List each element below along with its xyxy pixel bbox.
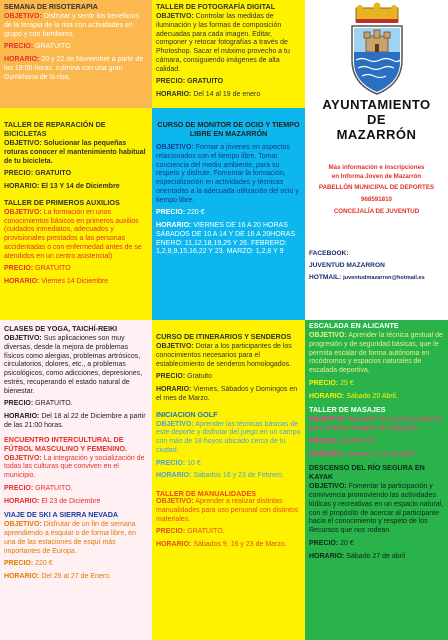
ayuntamiento-line1: AYUNTAMIENTO [322,97,431,112]
monitor-precio-label: PRECIO: [156,209,186,217]
golf-precio-label: PRECIO: [156,459,186,467]
facebook-label: FACEBOOK: [309,250,349,257]
kayak-objetivo: Fomentar la participación y convivencia promoviendo las actividades lúdicas y recreativas en un espacio natural, con el propósito de acercar al participante hacia el conocimiento y respeto de los Recursos que nos rodean. [309,483,444,534]
futbol-title: ENCUENTRO INTERCULTURAL DE FÚTBOL MASCULINO Y FEMENINO. [4,434,127,453]
itinerarios-precio: Gratuito [187,373,213,381]
golf-title: INICIACION GOLF [156,409,218,419]
bicicletas-horario: El 13 Y 14 de Diciembre [41,183,120,190]
masajes-precio: GRATUITO [340,437,376,445]
nevada-horario-label: HORARIO: [4,573,40,580]
masajes-objetivo: Aprender las técnicas básicas para realizar masajes de relajación. [309,416,442,432]
kayak-horario: Sábado 27 de abril [346,552,406,560]
kayak-objetivo-label: OBJETIVO: [309,483,347,491]
info-phone: 968591810 [361,196,392,204]
futbol-objetivo: La integración y socialización de todas las culturas que conviven en el municipio. [4,454,145,479]
fotografia-horario: Del 14 al 19 de enero [193,91,261,98]
golf-horario: Sábados 16 y 23 de Febrero. [193,472,285,480]
risoterapia-horario: 20 y 22 de Noviembre a partir de las 19:00 horas. culmina con una gran Gymkhana de la risa. [4,56,144,81]
futbol-horario-label: HORARIO: [4,497,40,505]
yoga-objetivo-label: OBJETIVO: [4,335,42,342]
monitor-title: CURSO DE MONITOR DE OCIO Y TIEMPO LIBRE EN MAZARRÓN [157,120,300,138]
facebook-value[interactable]: JUVENTUD MAZARRON [309,262,385,270]
manualidades-objetivo: Aprender a realizar distintas manualidades para uso personal con distintos materiales. [156,498,299,523]
risoterapia-objetivo-label: OBJETIVO: [4,13,42,20]
nevada-precio-label: PRECIO: [4,560,34,568]
manualidades-precio: GRATUITO. [187,528,225,536]
itinerarios-title: CURSO DE ITINERARIOS Y SENDEROS [156,332,292,341]
yoga-precio-label: PRECIO: [4,400,34,408]
golf-objetivo-label: OBJETIVO: [156,420,194,428]
panel-fotografia [152,0,305,108]
auxilios-precio-label: PRECIO: [4,265,34,273]
info-line1: Más información e inscripciones [328,164,425,171]
kayak-precio-label: PRECIO: [309,539,339,547]
fotografia-precio: GRATUITO [187,78,224,86]
risoterapia-horario-label: HORARIO: [4,56,40,63]
auxilios-horario: Viernes 14 Diciembre [41,278,109,285]
itinerarios-objetivo: Dotar a los participantes de los conocimientos necesarios para el establecimiento de senderos homologados. [156,343,292,368]
escalada-title: ESCALADA EN ALICANTE [309,321,399,330]
itinerarios-horario-label: HORARIO: [156,386,192,393]
auxilios-horario-label: HORARIO: [4,278,40,285]
masajes-horario: Jueves 4 y 11 de Abril [346,450,415,458]
panel-bicicletas-auxilios [0,108,152,320]
panel-social [305,248,448,320]
golf-objetivo: Aprender las técnicas básicas de este deporte y disfrutar del juego en un campo con más de 18 hoyos ubicado cerca de tu ciudad. [156,420,301,454]
golf-precio: 10 € [187,459,201,467]
ayuntamiento-line3: MAZARRÓN [336,126,417,142]
manualidades-horario-label: HORARIO: [156,541,192,548]
itinerarios-objetivo-label: OBJETIVO: [156,343,194,350]
monitor-horario-label: HORARIO: [156,222,192,229]
monitor-objetivo-label: OBJETIVO: [156,144,194,151]
auxilios-title: TALLER DE PRIMEROS AUXILIOS [4,197,120,207]
panel-risoterapia [0,0,152,108]
yoga-horario-label: HORARIO: [4,413,40,420]
auxilios-precio: GRATUITO [35,265,71,273]
crest-icon [342,2,412,98]
info-concejalia: CONCEJALÍA DE JUVENTUD [333,207,420,215]
hotmail-value[interactable]: juventudmazarron@hotmail.es [343,275,425,282]
bicicletas-precio: GRATUITO [35,170,72,178]
escalada-objetivo: Aprender la técnica gestual de progresión y de seguridad básicas, que le permita escalar de forma autónoma en rocódromos y espacios naturales de escalada deportiva. [309,332,443,374]
monitor-objetivo: Formar a jóvenes en aspectos relacionados con el tiempo libre. Tomar conciencia del medio ambiente, para su respeto y disfrute. Fomentar la formación, especialización en actividades y técnicas orientadas a la adecuada utilización del ocio y tiempo libre. [156,144,299,204]
ayuntamiento-line2: DE [366,111,387,127]
fotografia-precio-label: PRECIO: [156,78,186,86]
risoterapia-title: SEMANA DE RISOTERAPIA [4,2,98,11]
itinerarios-precio-label: PRECIO: [156,373,186,381]
bicicletas-precio-label: PRECIO: [4,170,34,178]
info-pabellon: PABELLÓN MUNICIPAL DE DEPORTES [318,184,435,192]
nevada-objetivo-label: OBJETIVO: [4,521,42,529]
panel-yoga-futbol-nevada [0,320,152,640]
hotmail-label: HOTMAIL: [309,274,342,282]
nevada-precio: 220 € [35,560,53,568]
escalada-precio-label: PRECIO: [309,379,339,387]
futbol-precio-label: PRECIO: [4,484,34,492]
bicicletas-objetivo: Solucionar las pequeñas roturas conocer el mantenimiento habitual de tu bicicleta. [4,140,146,165]
risoterapia-precio-label: PRECIO: [4,43,34,51]
kayak-precio: 20 € [340,539,354,547]
golf-horario-label: HORARIO: [156,472,192,480]
monitor-horario: VIERNES DE 16 A 20 HORAS SÁBADOS DE 10 A 14 Y DE 16 A 20HORAS. ENERO: 11,12,18,19,25 Y 26. FEBRERO: 1,2,8,9,15,16,22 Y 23. MARZO: 1,2,8 Y 9 [156,222,297,256]
manualidades-objetivo-label: OBJETIVO: [156,498,194,505]
manualidades-precio-label: PRECIO: [156,528,186,536]
fotografia-objetivo-label: OBJETIVO: [156,13,194,20]
futbol-precio: GRATUITO. [35,484,73,492]
yoga-horario: Del 18 al 22 de Diciembre a partir de las 21:00 horas. [4,413,146,429]
auxilios-objetivo: La formación en unos conocimientos básicos en primeros auxilios (cuidados inmediatos, adecuados y provisionales prestados a las personas accidentadas o con enfermedad antes de se atendidos en un centro asistencial) [4,208,142,260]
itinerarios-horario: Viernes, Sábados y Domingos en el mes de Marzo. [156,386,298,402]
risoterapia-precio: GRATUITO [35,43,71,51]
escalada-objetivo-label: OBJETIVO: [309,332,347,339]
kayak-horario-label: HORARIO: [309,552,345,560]
futbol-horario: El 23 de Diciembre [41,497,101,505]
panel-ayuntamiento [305,0,448,162]
bicicletas-horario-label: HORARIO: [4,183,40,190]
masajes-title: TALLER DE MASAJES [309,405,386,415]
bicicletas-title: TALLER DE REPARACIÓN DE BICICLETAS [4,120,106,138]
info-line2: en Informa Joven de Mazarrón [331,172,422,180]
panel-monitor [152,108,305,320]
panel-info [305,162,448,248]
monitor-precio: 220 € [187,209,205,217]
auxilios-objetivo-label: OBJETIVO: [4,208,42,216]
manualidades-horario: Sábados 9, 16 y 23 de Marzo. [193,541,287,548]
kayak-title: DESCENSO DEL RÍO SEGURA EN KAYAK [309,463,425,482]
risoterapia-objetivo: Disfrutar y sentir los beneficios de la terapia de la risa con actividades en grupo y con familiares. [4,13,140,38]
escalada-horario-label: HORARIO: [309,392,345,400]
fotografia-objetivo: Controlar las medidas de iluminación y las formas de composición adecuadas para cada imagen. Editar, componer y retocar fotografías a través de Photoshop. Sacar el máximo provecho a tu cámara, consiguiendo imágenes de alta calidad. [156,13,290,73]
bicicletas-objetivo-label: OBJETIVO: [4,140,42,147]
masajes-objetivo-label: OBJETIVO: [309,416,347,424]
panel-itinerarios-golf-manualidades [152,320,305,640]
yoga-objetivo: Sus aplicaciones son muy diversas, desde la mejora de problemas físicos como alergias, problemas artrósicos, circulatorios, dolores, etc., a problemas psicológicos, como adicciones, depresiones, estrés, recuperando el estado natural de bienestar. [4,335,143,395]
panel-escalada-masajes-kayak [305,320,448,640]
yoga-title: CLASES DE YOGA, TAICHÍ-REIKI [4,324,118,333]
masajes-horario-label: HORARIO: [309,450,345,458]
masajes-precio-label: PRECIO: [309,437,339,445]
nevada-horario: Del 26 al 27 de Enero. [41,573,112,580]
escalada-precio: 25 € [340,379,354,387]
futbol-objetivo-label: OBJETIVO: [4,454,42,462]
nevada-title: VIAJE DE SKI A SIERRA NEVADA [4,510,119,520]
manualidades-title: TALLER DE MANUALIDADES [156,489,257,498]
nevada-objetivo: Disfrutar de un fin de semana aprendiendo a esquiar o de forma libre, en una de las estaciones de esquí más importantes de Europa. [4,521,136,555]
yoga-precio: GRATUITO. [35,400,73,408]
fotografia-horario-label: HORARIO: [156,91,192,98]
fotografia-title: TALLER DE FOTOGRAFÍA DIGITAL [156,2,276,11]
escalada-horario: Sábado 20 Abril. [346,392,398,400]
